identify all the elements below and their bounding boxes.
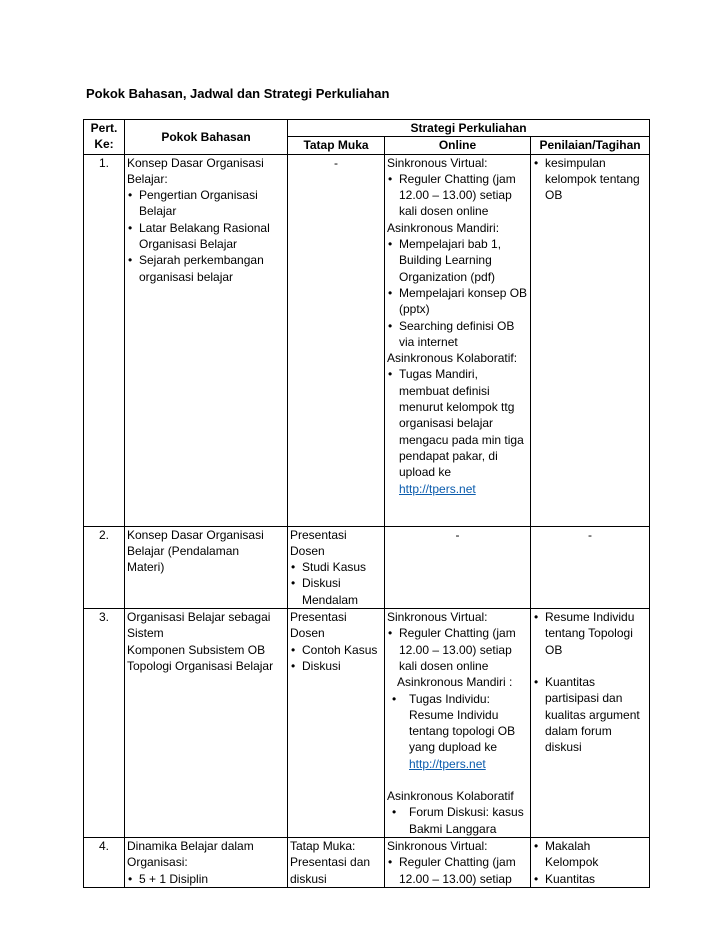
page-title: Pokok Bahasan, Jadwal dan Strategi Perkuliahan	[86, 86, 390, 101]
sync-list	[387, 854, 528, 887]
online-cell	[385, 154, 531, 526]
pokok-bahasan-cell	[125, 609, 288, 838]
sync-label: Sinkronous Virtual:	[387, 155, 488, 170]
list-item: • Diskusi Mendalam	[290, 575, 382, 608]
list-item: • Searching definisi OB via internet	[387, 318, 528, 351]
penilaian-cell	[531, 837, 650, 887]
kolab-label: Asinkronous Kolaboratif	[387, 789, 514, 804]
penilaian-list	[533, 838, 647, 887]
kolab-list	[387, 804, 528, 837]
list-item: • kesimpulan kelompok tentang OB	[533, 155, 647, 204]
list-item: • Mempelajari bab 1, Building Learning Organization (pdf)	[387, 236, 528, 285]
list-item: • Kuantitas partisipasi dan kualitas argument dalam forum diskusi	[533, 674, 647, 755]
pokok-line: Belajar (Pendalaman	[127, 543, 240, 558]
pokok-bahasan-cell	[125, 526, 288, 608]
list-item: • Reguler Chatting (jam 12.00 – 13.00) setiap kali dosen online	[387, 625, 528, 674]
pokok-bullet-list	[127, 187, 285, 285]
pokok-line: Sistem	[127, 626, 164, 641]
sync-label: Sinkronous Virtual:	[387, 838, 488, 853]
tatap-list	[290, 642, 382, 675]
sync-list	[387, 625, 528, 674]
pokok-line: Topologi Organisasi Belajar	[127, 658, 274, 673]
list-item: • Pengertian Organisasi Belajar	[127, 187, 285, 220]
penilaian-list	[533, 609, 647, 755]
row-number: 2.	[84, 526, 125, 608]
row-number: 1.	[84, 154, 125, 526]
pokok-line: Komponen Subsistem OB	[127, 642, 266, 657]
list-item: • Diskusi	[290, 658, 382, 674]
tatap-muka-cell	[288, 526, 385, 608]
mandiri-label: Asinkronous Mandiri :	[397, 675, 513, 690]
sync-label: Sinkronous Virtual:	[387, 610, 488, 625]
penilaian-cell	[531, 154, 650, 526]
header-tatap-muka: Tatap Muka	[288, 137, 385, 154]
pokok-line: Organisasi Belajar sebagai	[127, 610, 271, 625]
header-ke-label: Ke:	[94, 137, 114, 152]
list-item: • Reguler Chatting (jam 12.00 – 13.00) setiap	[387, 854, 528, 887]
tatap-list	[290, 559, 382, 608]
header-pert	[84, 120, 125, 155]
mandiri-text: Tugas Individu: Resume Individu tentang topologi OB yang dupload ke	[409, 691, 516, 755]
pokok-line: Konsep Dasar Organisasi	[127, 527, 264, 542]
list-item: • Forum Diskusi: kasus Bakmi Langgara	[391, 804, 528, 837]
row-number: 4.	[84, 837, 125, 887]
penilaian-list	[533, 155, 647, 204]
tatap-line: Presentasi	[290, 527, 347, 542]
tatap-muka-cell	[288, 837, 385, 887]
header-pert-label: Pert.	[90, 121, 118, 135]
tatap-line: Presentasi dan	[290, 855, 371, 870]
list-item: • Makalah Kelompok	[533, 838, 647, 871]
header-strategi: Strategi Perkuliahan	[288, 120, 650, 137]
schedule-table	[83, 119, 650, 888]
tatap-line: Dosen	[290, 626, 325, 641]
mandiri-label: Asinkronous Mandiri:	[387, 220, 500, 235]
tatap-line: Dosen	[290, 543, 325, 558]
tpers-link[interactable]: http://tpers.net	[399, 481, 476, 496]
table-row	[84, 154, 650, 526]
kolab-label: Asinkronous Kolaboratif:	[387, 351, 518, 366]
penilaian-cell	[531, 609, 650, 838]
table-row	[84, 837, 650, 887]
tatap-line: Tatap Muka:	[290, 838, 356, 853]
sync-list	[387, 171, 528, 220]
list-item	[391, 691, 528, 772]
list-item: • Sejarah perkembangan organisasi belajar	[127, 252, 285, 285]
table-row	[84, 609, 650, 838]
list-item: • Reguler Chatting (jam 12.00 – 13.00) setiap kali dosen online	[387, 171, 528, 220]
tatap-muka-cell: -	[288, 154, 385, 526]
header-pokok-bahasan: Pokok Bahasan	[125, 120, 288, 155]
list-item: • Studi Kasus	[290, 559, 382, 575]
list-item: • 5 + 1 Disiplin	[127, 871, 285, 887]
online-cell	[385, 837, 531, 887]
pokok-line: Dinamika Belajar dalam	[127, 838, 254, 853]
tatap-line: Presentasi	[290, 610, 347, 625]
list-item: • Latar Belakang Rasional Organisasi Belajar	[127, 220, 285, 253]
tpers-link[interactable]: http://tpers.net	[409, 756, 486, 771]
pokok-line: Belajar:	[127, 171, 168, 186]
pokok-bahasan-cell	[125, 837, 288, 887]
pokok-bahasan-cell	[125, 154, 288, 526]
penilaian-cell: -	[531, 526, 650, 608]
table-row	[84, 526, 650, 608]
header-penilaian: Penilaian/Tagihan	[531, 137, 650, 154]
kolab-list	[387, 366, 528, 496]
pokok-bullet-list	[127, 871, 285, 887]
pokok-line: Organisasi:	[127, 855, 188, 870]
header-row-1	[84, 120, 650, 137]
list-item: • Resume Individu tentang Topologi OB	[533, 609, 647, 658]
online-cell	[385, 609, 531, 838]
list-item: • Kuantitas	[533, 871, 647, 887]
kolab-text: Tugas Mandiri, membuat definisi menurut kelompok ttg organisasi belajar mengacu pada min tiga pendapat pakar, di upload ke	[399, 367, 524, 480]
list-item: • Mempelajari konsep OB (pptx)	[387, 285, 528, 318]
pokok-line: Konsep Dasar Organisasi	[127, 155, 264, 170]
spacer	[387, 772, 528, 788]
tatap-line: diskusi	[290, 871, 327, 886]
mandiri-list	[387, 691, 528, 772]
list-item	[387, 366, 528, 496]
online-cell: -	[385, 526, 531, 608]
header-online: Online	[385, 137, 531, 154]
row-number: 3.	[84, 609, 125, 838]
pokok-line: Materi)	[127, 560, 165, 575]
mandiri-list	[387, 236, 528, 350]
tatap-muka-cell	[288, 609, 385, 838]
list-item: • Contoh Kasus	[290, 642, 382, 658]
